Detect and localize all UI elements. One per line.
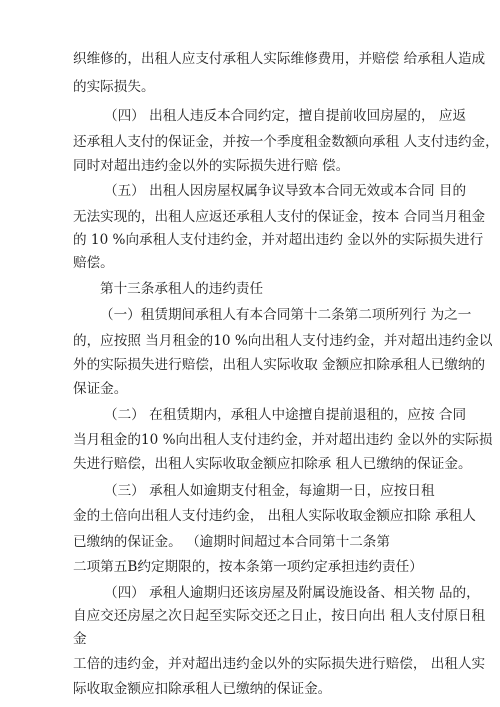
text-line: 织维修的，出租人应支付承租人实际维修费用，并赔偿 给承租人造成 [73,51,486,67]
text-line: 外的实际损失进行赔偿，出租人实际收取 金额应扣除承租人已缴纳的 [73,357,486,373]
text-line: 自应交还房屋之次日起至实际交还之日止，按日向出 租人支付原日租 [73,608,486,624]
section-heading: 第十三条承租人的违约责任 [100,281,264,297]
text-line: 同时对超出违约金以外的实际损失进行赔 偿。 [73,158,350,174]
text-line: 金 [73,631,87,647]
text-line: 的 10 %向承租人支付违约金，并对超出违约 金以外的实际损失进行 [73,232,484,248]
text-line: 无法实现的，出租人应返还承租人支付的保证金，按本 合同当月租金 [73,209,486,225]
text-line: （三） 承租人如逾期支付租金，每逾期一日，应按日租 [104,483,435,499]
text-line: （二） 在租赁期内，承租人中途擅自提前退租的，应按 合同 [104,407,467,423]
text-line: （五） 出租人因房屋权属争议导致本合同无效或本合同 目的 [104,183,467,199]
text-line: 的，应按照 当月租金的10 %向出租人支付违约金，并对超出违约金以 [73,333,493,349]
text-line: 际收取金额应扣除承租人已缴纳的保证金。 [73,681,332,697]
text-line: 已缴纳的保证金。 （逾期时间超过本合同第十二条第 [73,534,390,550]
text-line: 失进行赔偿，出租人实际收取金额应扣除承 租人已缴纳的保证金。 [73,456,472,472]
text-line: 保证金。 [73,381,128,397]
text-line: 赔偿。 [73,255,114,271]
text-line: 的实际损失。 [73,79,155,95]
text-line: 二项第五B约定期限的，按本条第一项约定承担违约责任） [73,559,423,575]
text-line: （一）租赁期间承租人有本合同第十二条第二项所列行 为之一 [100,307,472,323]
text-line: 工倍的违约金，并对超出违约金以外的实际损失进行赔偿， 出租人实 [73,656,486,672]
text-line: （四） 承租人逾期归还该房屋及附属设施设备、相关物 品的， [104,585,480,601]
text-line: 金的土倍向出租人支付违约金， 出租人实际收取金额应扣除 承租人 [73,508,476,524]
text-line: 还承租人支付的保证金，并按一个季度租金数额向承租 人支付违约金， [73,134,499,150]
text-line: 当月租金的10 %向出租人支付违约金，并对超出违约 金以外的实际损 [73,432,493,448]
text-line: （四） 出租人违反本合同约定，擅自提前收回房屋的， 应返 [104,108,467,124]
